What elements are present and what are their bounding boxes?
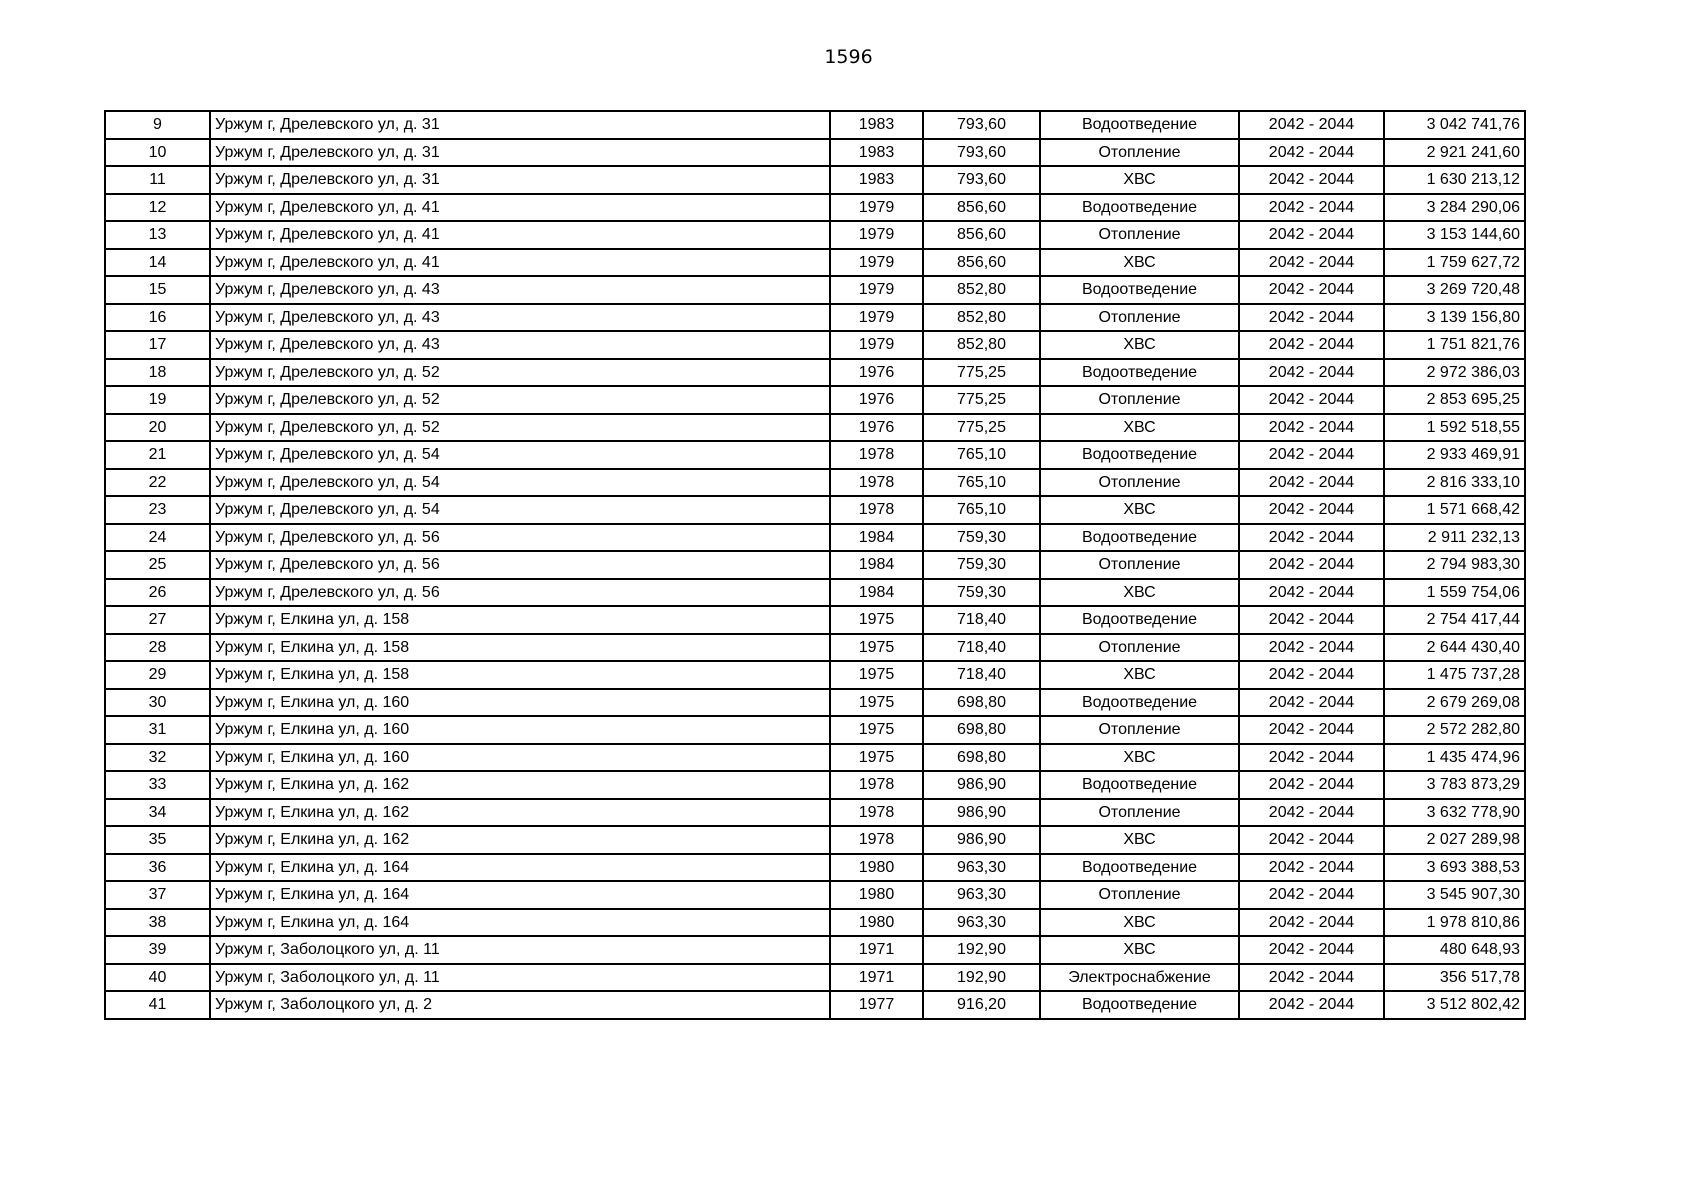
cost-cell: 2 972 386,03 [1384, 359, 1525, 387]
address-cell: Уржум г, Елкина ул, д. 164 [210, 854, 830, 882]
build-year-cell: 1975 [830, 716, 923, 744]
row-number-cell: 40 [105, 964, 210, 992]
service-type-cell: ХВС [1040, 414, 1239, 442]
service-type-cell: ХВС [1040, 826, 1239, 854]
row-number-cell: 11 [105, 166, 210, 194]
area-cell: 793,60 [923, 111, 1040, 139]
address-cell: Уржум г, Дрелевского ул, д. 56 [210, 524, 830, 552]
address-cell: Уржум г, Дрелевского ул, д. 52 [210, 414, 830, 442]
row-number-cell: 14 [105, 249, 210, 277]
cost-cell: 2 853 695,25 [1384, 386, 1525, 414]
row-number-cell: 38 [105, 909, 210, 937]
cost-cell: 1 559 754,06 [1384, 579, 1525, 607]
table-row [105, 469, 1525, 497]
address-cell: Уржум г, Елкина ул, д. 162 [210, 771, 830, 799]
row-number-cell: 10 [105, 139, 210, 167]
service-type-cell: Отопление [1040, 716, 1239, 744]
service-type-cell: Водоотведение [1040, 606, 1239, 634]
period-cell: 2042 - 2044 [1239, 799, 1384, 827]
table-row [105, 744, 1525, 772]
build-year-cell: 1983 [830, 139, 923, 167]
row-number-cell: 13 [105, 221, 210, 249]
period-cell: 2042 - 2044 [1239, 936, 1384, 964]
table-row [105, 854, 1525, 882]
cost-cell: 2 911 232,13 [1384, 524, 1525, 552]
page-number: 1596 [824, 46, 873, 68]
period-cell: 2042 - 2044 [1239, 854, 1384, 882]
period-cell: 2042 - 2044 [1239, 441, 1384, 469]
service-type-cell: Водоотведение [1040, 854, 1239, 882]
cost-cell: 480 648,93 [1384, 936, 1525, 964]
address-cell: Уржум г, Дрелевского ул, д. 52 [210, 359, 830, 387]
build-year-cell: 1979 [830, 249, 923, 277]
cost-cell: 3 632 778,90 [1384, 799, 1525, 827]
build-year-cell: 1979 [830, 194, 923, 222]
address-cell: Уржум г, Дрелевского ул, д. 43 [210, 276, 830, 304]
cost-cell: 1 978 810,86 [1384, 909, 1525, 937]
address-cell: Уржум г, Заболоцкого ул, д. 2 [210, 991, 830, 1019]
build-year-cell: 1971 [830, 936, 923, 964]
service-type-cell: ХВС [1040, 661, 1239, 689]
table-row [105, 579, 1525, 607]
build-year-cell: 1980 [830, 881, 923, 909]
service-type-cell: Отопление [1040, 386, 1239, 414]
service-type-cell: Водоотведение [1040, 194, 1239, 222]
area-cell: 718,40 [923, 634, 1040, 662]
area-cell: 793,60 [923, 166, 1040, 194]
service-type-cell: Водоотведение [1040, 276, 1239, 304]
build-year-cell: 1976 [830, 386, 923, 414]
period-cell: 2042 - 2044 [1239, 359, 1384, 387]
area-cell: 698,80 [923, 689, 1040, 717]
build-year-cell: 1977 [830, 991, 923, 1019]
service-type-cell: Водоотведение [1040, 524, 1239, 552]
period-cell: 2042 - 2044 [1239, 689, 1384, 717]
row-number-cell: 37 [105, 881, 210, 909]
cost-cell: 1 475 737,28 [1384, 661, 1525, 689]
row-number-cell: 26 [105, 579, 210, 607]
address-cell: Уржум г, Дрелевского ул, д. 54 [210, 469, 830, 497]
area-cell: 852,80 [923, 331, 1040, 359]
period-cell: 2042 - 2044 [1239, 909, 1384, 937]
period-cell: 2042 - 2044 [1239, 744, 1384, 772]
table-row [105, 166, 1525, 194]
address-cell: Уржум г, Дрелевского ул, д. 31 [210, 111, 830, 139]
area-cell: 775,25 [923, 414, 1040, 442]
cost-cell: 2 921 241,60 [1384, 139, 1525, 167]
address-cell: Уржум г, Елкина ул, д. 164 [210, 881, 830, 909]
row-number-cell: 33 [105, 771, 210, 799]
build-year-cell: 1979 [830, 221, 923, 249]
service-type-cell: ХВС [1040, 579, 1239, 607]
period-cell: 2042 - 2044 [1239, 771, 1384, 799]
period-cell: 2042 - 2044 [1239, 964, 1384, 992]
table-row [105, 441, 1525, 469]
build-year-cell: 1975 [830, 744, 923, 772]
row-number-cell: 17 [105, 331, 210, 359]
service-type-cell: ХВС [1040, 909, 1239, 937]
cost-cell: 1 759 627,72 [1384, 249, 1525, 277]
period-cell: 2042 - 2044 [1239, 249, 1384, 277]
service-type-cell: ХВС [1040, 496, 1239, 524]
address-cell: Уржум г, Дрелевского ул, д. 54 [210, 496, 830, 524]
address-cell: Уржум г, Елкина ул, д. 160 [210, 689, 830, 717]
build-year-cell: 1984 [830, 524, 923, 552]
service-type-cell: Отопление [1040, 139, 1239, 167]
cost-cell: 1 751 821,76 [1384, 331, 1525, 359]
address-cell: Уржум г, Дрелевского ул, д. 52 [210, 386, 830, 414]
address-cell: Уржум г, Елкина ул, д. 160 [210, 716, 830, 744]
period-cell: 2042 - 2044 [1239, 469, 1384, 497]
table-row [105, 689, 1525, 717]
cost-cell: 3 153 144,60 [1384, 221, 1525, 249]
period-cell: 2042 - 2044 [1239, 139, 1384, 167]
table-row [105, 551, 1525, 579]
area-cell: 759,30 [923, 579, 1040, 607]
cost-cell: 3 545 907,30 [1384, 881, 1525, 909]
service-type-cell: Водоотведение [1040, 771, 1239, 799]
cost-cell: 2 027 289,98 [1384, 826, 1525, 854]
area-cell: 986,90 [923, 799, 1040, 827]
service-type-cell: Отопление [1040, 551, 1239, 579]
row-number-cell: 35 [105, 826, 210, 854]
row-number-cell: 27 [105, 606, 210, 634]
period-cell: 2042 - 2044 [1239, 716, 1384, 744]
table-row [105, 936, 1525, 964]
area-cell: 986,90 [923, 771, 1040, 799]
row-number-cell: 21 [105, 441, 210, 469]
address-cell: Уржум г, Заболоцкого ул, д. 11 [210, 936, 830, 964]
cost-cell: 1 435 474,96 [1384, 744, 1525, 772]
cost-cell: 3 139 156,80 [1384, 304, 1525, 332]
cost-cell: 356 517,78 [1384, 964, 1525, 992]
row-number-cell: 30 [105, 689, 210, 717]
area-cell: 698,80 [923, 716, 1040, 744]
build-year-cell: 1980 [830, 854, 923, 882]
address-cell: Уржум г, Дрелевского ул, д. 56 [210, 579, 830, 607]
area-cell: 856,60 [923, 221, 1040, 249]
table-row [105, 771, 1525, 799]
cost-cell: 3 693 388,53 [1384, 854, 1525, 882]
table-row [105, 826, 1525, 854]
cost-cell: 1 571 668,42 [1384, 496, 1525, 524]
address-cell: Уржум г, Дрелевского ул, д. 43 [210, 304, 830, 332]
table-row [105, 194, 1525, 222]
service-type-cell: Отопление [1040, 304, 1239, 332]
address-cell: Уржум г, Елкина ул, д. 164 [210, 909, 830, 937]
service-type-cell: ХВС [1040, 249, 1239, 277]
area-cell: 765,10 [923, 469, 1040, 497]
build-year-cell: 1971 [830, 964, 923, 992]
row-number-cell: 39 [105, 936, 210, 964]
build-year-cell: 1978 [830, 826, 923, 854]
address-cell: Уржум г, Дрелевского ул, д. 31 [210, 166, 830, 194]
table-row [105, 139, 1525, 167]
period-cell: 2042 - 2044 [1239, 579, 1384, 607]
table-row [105, 634, 1525, 662]
row-number-cell: 32 [105, 744, 210, 772]
cost-cell: 3 783 873,29 [1384, 771, 1525, 799]
cost-cell: 3 042 741,76 [1384, 111, 1525, 139]
period-cell: 2042 - 2044 [1239, 551, 1384, 579]
area-cell: 775,25 [923, 359, 1040, 387]
address-cell: Уржум г, Дрелевского ул, д. 43 [210, 331, 830, 359]
period-cell: 2042 - 2044 [1239, 991, 1384, 1019]
service-type-cell: Водоотведение [1040, 441, 1239, 469]
cost-cell: 2 644 430,40 [1384, 634, 1525, 662]
area-cell: 916,20 [923, 991, 1040, 1019]
service-type-cell: Отопление [1040, 221, 1239, 249]
address-cell: Уржум г, Елкина ул, д. 158 [210, 634, 830, 662]
repair-register-table [104, 110, 1526, 1020]
build-year-cell: 1978 [830, 771, 923, 799]
table-row [105, 991, 1525, 1019]
table-row [105, 606, 1525, 634]
address-cell: Уржум г, Елкина ул, д. 162 [210, 826, 830, 854]
service-type-cell: Водоотведение [1040, 359, 1239, 387]
row-number-cell: 9 [105, 111, 210, 139]
build-year-cell: 1983 [830, 111, 923, 139]
address-cell: Уржум г, Елкина ул, д. 162 [210, 799, 830, 827]
table-row [105, 909, 1525, 937]
address-cell: Уржум г, Дрелевского ул, д. 54 [210, 441, 830, 469]
area-cell: 852,80 [923, 276, 1040, 304]
area-cell: 775,25 [923, 386, 1040, 414]
address-cell: Уржум г, Дрелевского ул, д. 56 [210, 551, 830, 579]
address-cell: Уржум г, Елкина ул, д. 160 [210, 744, 830, 772]
service-type-cell: Отопление [1040, 469, 1239, 497]
table-body [105, 111, 1525, 1019]
address-cell: Уржум г, Дрелевского ул, д. 41 [210, 194, 830, 222]
period-cell: 2042 - 2044 [1239, 166, 1384, 194]
area-cell: 759,30 [923, 524, 1040, 552]
service-type-cell: ХВС [1040, 166, 1239, 194]
cost-cell: 3 284 290,06 [1384, 194, 1525, 222]
address-cell: Уржум г, Елкина ул, д. 158 [210, 661, 830, 689]
table-row [105, 331, 1525, 359]
build-year-cell: 1975 [830, 689, 923, 717]
table-row [105, 414, 1525, 442]
period-cell: 2042 - 2044 [1239, 111, 1384, 139]
row-number-cell: 28 [105, 634, 210, 662]
service-type-cell: Водоотведение [1040, 689, 1239, 717]
table-row [105, 276, 1525, 304]
area-cell: 856,60 [923, 194, 1040, 222]
address-cell: Уржум г, Дрелевского ул, д. 41 [210, 249, 830, 277]
table-row [105, 964, 1525, 992]
cost-cell: 3 269 720,48 [1384, 276, 1525, 304]
table-row [105, 496, 1525, 524]
period-cell: 2042 - 2044 [1239, 276, 1384, 304]
address-cell: Уржум г, Заболоцкого ул, д. 11 [210, 964, 830, 992]
build-year-cell: 1975 [830, 661, 923, 689]
row-number-cell: 25 [105, 551, 210, 579]
address-cell: Уржум г, Елкина ул, д. 158 [210, 606, 830, 634]
service-type-cell: ХВС [1040, 936, 1239, 964]
build-year-cell: 1976 [830, 359, 923, 387]
period-cell: 2042 - 2044 [1239, 496, 1384, 524]
area-cell: 856,60 [923, 249, 1040, 277]
cost-cell: 2 572 282,80 [1384, 716, 1525, 744]
table-row [105, 716, 1525, 744]
table-row [105, 799, 1525, 827]
area-cell: 765,10 [923, 496, 1040, 524]
table-row [105, 881, 1525, 909]
cost-cell: 2 816 333,10 [1384, 469, 1525, 497]
build-year-cell: 1978 [830, 441, 923, 469]
row-number-cell: 15 [105, 276, 210, 304]
period-cell: 2042 - 2044 [1239, 414, 1384, 442]
service-type-cell: Отопление [1040, 881, 1239, 909]
build-year-cell: 1975 [830, 634, 923, 662]
period-cell: 2042 - 2044 [1239, 661, 1384, 689]
build-year-cell: 1976 [830, 414, 923, 442]
row-number-cell: 22 [105, 469, 210, 497]
address-cell: Уржум г, Дрелевского ул, д. 41 [210, 221, 830, 249]
row-number-cell: 29 [105, 661, 210, 689]
row-number-cell: 12 [105, 194, 210, 222]
service-type-cell: Водоотведение [1040, 991, 1239, 1019]
cost-cell: 3 512 802,42 [1384, 991, 1525, 1019]
row-number-cell: 23 [105, 496, 210, 524]
build-year-cell: 1979 [830, 304, 923, 332]
service-type-cell: Водоотведение [1040, 111, 1239, 139]
service-type-cell: Отопление [1040, 634, 1239, 662]
row-number-cell: 36 [105, 854, 210, 882]
row-number-cell: 19 [105, 386, 210, 414]
area-cell: 192,90 [923, 936, 1040, 964]
period-cell: 2042 - 2044 [1239, 634, 1384, 662]
table-row [105, 386, 1525, 414]
period-cell: 2042 - 2044 [1239, 881, 1384, 909]
area-cell: 718,40 [923, 606, 1040, 634]
build-year-cell: 1980 [830, 909, 923, 937]
service-type-cell: Отопление [1040, 799, 1239, 827]
area-cell: 963,30 [923, 854, 1040, 882]
service-type-cell: Электроснабжение [1040, 964, 1239, 992]
cost-cell: 1 630 213,12 [1384, 166, 1525, 194]
cost-cell: 1 592 518,55 [1384, 414, 1525, 442]
area-cell: 192,90 [923, 964, 1040, 992]
area-cell: 718,40 [923, 661, 1040, 689]
row-number-cell: 16 [105, 304, 210, 332]
row-number-cell: 31 [105, 716, 210, 744]
table-row [105, 221, 1525, 249]
table-row [105, 249, 1525, 277]
area-cell: 852,80 [923, 304, 1040, 332]
area-cell: 759,30 [923, 551, 1040, 579]
address-cell: Уржум г, Дрелевского ул, д. 31 [210, 139, 830, 167]
period-cell: 2042 - 2044 [1239, 386, 1384, 414]
table-row [105, 359, 1525, 387]
build-year-cell: 1979 [830, 276, 923, 304]
cost-cell: 2 933 469,91 [1384, 441, 1525, 469]
build-year-cell: 1978 [830, 799, 923, 827]
period-cell: 2042 - 2044 [1239, 221, 1384, 249]
build-year-cell: 1983 [830, 166, 923, 194]
period-cell: 2042 - 2044 [1239, 524, 1384, 552]
area-cell: 963,30 [923, 909, 1040, 937]
row-number-cell: 20 [105, 414, 210, 442]
period-cell: 2042 - 2044 [1239, 826, 1384, 854]
cost-cell: 2 679 269,08 [1384, 689, 1525, 717]
build-year-cell: 1984 [830, 551, 923, 579]
build-year-cell: 1978 [830, 496, 923, 524]
table-row [105, 661, 1525, 689]
row-number-cell: 41 [105, 991, 210, 1019]
cost-cell: 2 754 417,44 [1384, 606, 1525, 634]
table-row [105, 111, 1525, 139]
service-type-cell: ХВС [1040, 744, 1239, 772]
row-number-cell: 18 [105, 359, 210, 387]
area-cell: 698,80 [923, 744, 1040, 772]
build-year-cell: 1975 [830, 606, 923, 634]
area-cell: 793,60 [923, 139, 1040, 167]
cost-cell: 2 794 983,30 [1384, 551, 1525, 579]
period-cell: 2042 - 2044 [1239, 304, 1384, 332]
build-year-cell: 1978 [830, 469, 923, 497]
row-number-cell: 34 [105, 799, 210, 827]
row-number-cell: 24 [105, 524, 210, 552]
table-row [105, 524, 1525, 552]
period-cell: 2042 - 2044 [1239, 331, 1384, 359]
area-cell: 986,90 [923, 826, 1040, 854]
period-cell: 2042 - 2044 [1239, 194, 1384, 222]
table-row [105, 304, 1525, 332]
service-type-cell: ХВС [1040, 331, 1239, 359]
build-year-cell: 1984 [830, 579, 923, 607]
build-year-cell: 1979 [830, 331, 923, 359]
area-cell: 963,30 [923, 881, 1040, 909]
area-cell: 765,10 [923, 441, 1040, 469]
period-cell: 2042 - 2044 [1239, 606, 1384, 634]
